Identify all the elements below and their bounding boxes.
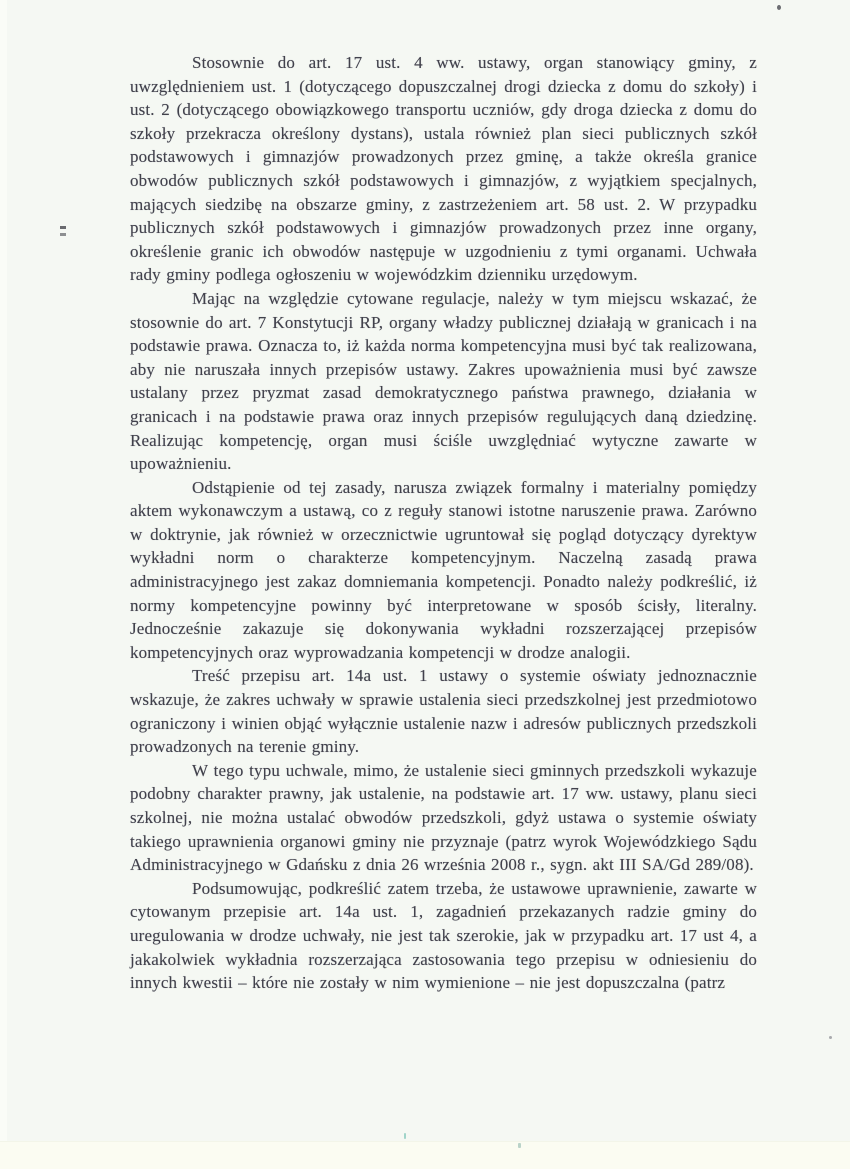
scan-mark-left-margin bbox=[60, 226, 66, 229]
paragraph-2: Mając na względzie cytowane regulacje, należy w tym miejscu wskazać, że stosownie do art. 7 Konstytucji RP, organy władzy publicznej działają w granicach i na podstawie prawa. Oznacza to, iż każda norma kompetencyjna musi być tak realizowana, aby nie naruszała innych przepisów ustawy. Zakres upoważnienia musi być zawsze ustalany przez pryzmat zasad demokratycznego państwa prawnego, działania w granicach i na podstawie prawa oraz innych przepisów regulujących daną dziedzinę. Realizując kompetencję, organ musi ściśle uwzględniać wytyczne zawarte w upoważnieniu. bbox=[130, 288, 757, 474]
paragraph-3: Odstąpienie od tej zasady, narusza związek formalny i materialny pomiędzy aktem wykonawczym a ustawą, co z reguły stanowi istotne naruszenie prawa. Zarówno w doktrynie, jak również w orzecznictwie ugruntował się pogląd dotyczący dyrektyw wykładni norm o charakterze kompetencyjnym. Naczelną zasadą prawa administracyjnego jest zakaz domniemania kompetencji. Ponadto należy podkreślić, iż normy kompetencyjne powinny być interpretowane w sposób ścisły, literalny. Jednocześnie zakazuje się dokonywania wykładni rozszerzającej przepisów kompetencyjnych oraz wyprowadzania kompetencji w drodze analogii. bbox=[130, 477, 757, 662]
page-bottom-edge bbox=[0, 1141, 850, 1169]
scan-speck-top-right bbox=[777, 5, 781, 10]
scan-speck-right-margin bbox=[829, 1036, 832, 1039]
paragraph-6: Podsumowując, podkreślić zatem trzeba, że ustawowe uprawnienie, zawarte w cytowanym przepisie art. 14a ust. 1, zagadnień przekazanych radzie gminy do uregulowania w drodze uchwały, nie jest tak szerokie, jak w przypadku art. 17 ust 4, a jakakolwiek wykładnia rozszerzająca zastosowania tego przepisu w odniesieniu do innych kwestii – które nie zostały w nim wymienione – nie jest dopuszczalna (patrz bbox=[130, 878, 757, 993]
paragraph-1: Stosownie do art. 17 ust. 4 ww. ustawy, organ stanowiący gminy, z uwzględnieniem ust. 1 (dotyczącego dopuszczalnej drogi dziecka z domu do szkoły) i ust. 2 (dotyczącego obowiązkowego transportu uczniów, gdy droga dziecka z domu do szkoły przekracza określony dystans), ustala również plan sieci publicznych szkół podstawowych i gimnazjów prowadzonych przez gminę, a także określa granice obwodów publicznych szkół podstawowych i gimnazjów, z wyjątkiem specjalnych, mających siedzibę na obszarze gminy, z zastrzeżeniem art. 58 ust. 2. W przypadku publicznych szkół podstawowych i gimnazjów prowadzonych przez inne organy, określenie granic ich obwodów następuje w uzgodnieniu z tymi organami. Uchwała rady gminy podlega ogłoszeniu w wojewódzkim dzienniku urzędowym. bbox=[130, 53, 757, 285]
scan-speck-bottom-1 bbox=[404, 1133, 406, 1139]
page-left-edge bbox=[0, 0, 7, 1169]
document-text bbox=[130, 51, 757, 995]
paragraph-4: Treść przepisu art. 14a ust. 1 ustawy o systemie oświaty jednoznacznie wskazuje, że zakres uchwały w sprawie ustalenia sieci przedszkolnej jest przedmiotowo ograniczony i winien objąć wyłącznie ustalenie nazw i adresów publicznych przedszkoli prowadzonych na terenie gminy. bbox=[130, 666, 757, 757]
scan-speck-bottom-2 bbox=[518, 1143, 521, 1148]
paragraph-5: W tego typu uchwale, mimo, że ustalenie sieci gminnych przedszkoli wykazuje podobny charakter prawny, jak ustalenie, na podstawie art. 17 ww. ustawy, planu sieci szkolnej, nie można ustalać obwodów przedszkoli, gdyż ustawa o systemie oświaty takiego uprawnienia organowi gminy nie przyznaje (patrz wyrok Wojewódzkiego Sądu Administracyjnego w Gdańsku z dnia 26 września 2008 r., sygn. akt III SA/Gd 289/08). bbox=[130, 760, 757, 875]
